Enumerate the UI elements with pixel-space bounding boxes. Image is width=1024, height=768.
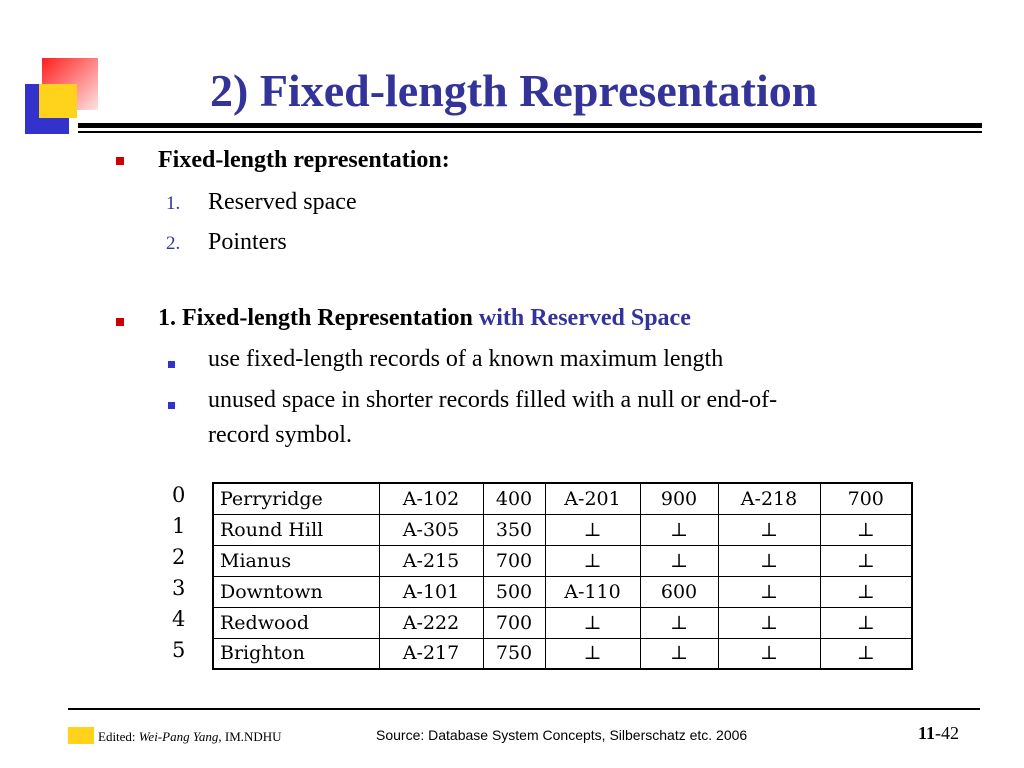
table-cell: 700 [483, 545, 545, 576]
table-cell: ⊥ [718, 545, 820, 576]
sub-bullet-text: use fixed-length records of a known maximum length [208, 346, 724, 372]
table-cell: ⊥ [820, 607, 912, 638]
slide-title: 2) Fixed-length Representation [210, 65, 818, 116]
footer-page: -42 [935, 723, 960, 743]
table-cell: ⊥ [820, 514, 912, 545]
bullet-square-icon [116, 157, 124, 165]
sub-bullet-square-icon [168, 361, 175, 368]
table-cell: A-222 [379, 607, 483, 638]
row-number: 4 [172, 607, 186, 631]
bullet-text [158, 304, 691, 333]
table-cell: ⊥ [820, 545, 912, 576]
sub-bullet-text-continued: record symbol. [208, 422, 352, 448]
table-cell: Perryridge [213, 483, 379, 514]
table-cell: Mianus [213, 545, 379, 576]
table-row [213, 545, 912, 576]
bullet-text-accent: with Reserved Space [478, 305, 691, 331]
table-cell: ⊥ [640, 545, 718, 576]
table-cell: 350 [483, 514, 545, 545]
list-item-text: Reserved space [208, 189, 357, 215]
table-cell: ⊥ [718, 607, 820, 638]
table-cell: ⊥ [640, 638, 718, 669]
table-cell: Redwood [213, 607, 379, 638]
logo-yellow-square [39, 84, 77, 118]
sub-bullet-square-icon [168, 402, 175, 409]
table-cell: ⊥ [640, 607, 718, 638]
sub-bullet-text: unused space in shorter records filled with a null or end-of- [208, 387, 778, 413]
table-cell: Downtown [213, 576, 379, 607]
table-row [213, 607, 912, 638]
table-cell: ⊥ [545, 545, 640, 576]
table-cell: ⊥ [545, 514, 640, 545]
footer-rule [68, 708, 980, 710]
list-item-text: Pointers [208, 229, 287, 255]
table-cell: A-110 [545, 576, 640, 607]
fixed-length-record-figure [172, 480, 944, 668]
table-cell: 600 [640, 576, 718, 607]
table-cell: A-201 [545, 483, 640, 514]
table-cell: Brighton [213, 638, 379, 669]
row-number: 3 [172, 576, 186, 600]
list-number: 1. [166, 193, 181, 214]
table-cell: Round Hill [213, 514, 379, 545]
footer-source: Source: Database System Concepts, Silberschatz etc. 2006 [376, 727, 748, 743]
footer-chapter: 11 [918, 723, 936, 743]
table-cell: A-218 [718, 483, 820, 514]
row-number: 2 [172, 545, 186, 569]
table-cell: ⊥ [545, 638, 640, 669]
table-row [213, 576, 912, 607]
table-cell: 900 [640, 483, 718, 514]
footer-edited-label: Edited: [98, 729, 139, 744]
bullet-text: Fixed-length representation: [158, 147, 450, 173]
footer-author: Wei-Pang Yang [138, 729, 219, 744]
table-cell: ⊥ [718, 514, 820, 545]
table-cell: A-215 [379, 545, 483, 576]
bullet-text-prefix: 1. Fixed-length Representation [158, 305, 479, 331]
title-rule-thick [78, 123, 982, 128]
table-cell: ⊥ [820, 576, 912, 607]
footer-yellow-square [68, 727, 94, 744]
table-row [213, 514, 912, 545]
row-number: 5 [172, 638, 186, 662]
footer-page-number [918, 723, 959, 744]
title-rule-thin [78, 131, 982, 133]
table-cell: 400 [483, 483, 545, 514]
table-cell: ⊥ [718, 576, 820, 607]
table-cell: 500 [483, 576, 545, 607]
row-number-column [172, 480, 208, 666]
table-cell: A-217 [379, 638, 483, 669]
table-cell: ⊥ [718, 638, 820, 669]
table-cell: 700 [483, 607, 545, 638]
footer-org: , IM.NDHU [218, 729, 282, 744]
table-row [213, 638, 912, 669]
row-number: 1 [172, 514, 186, 538]
bullet-square-icon [116, 318, 124, 326]
table-cell: 700 [820, 483, 912, 514]
table-cell: ⊥ [820, 638, 912, 669]
footer-credit [98, 729, 282, 745]
table-cell: ⊥ [545, 607, 640, 638]
table-cell: 750 [483, 638, 545, 669]
table-cell: A-102 [379, 483, 483, 514]
table-cell: A-305 [379, 514, 483, 545]
table-cell: ⊥ [640, 514, 718, 545]
table-cell: A-101 [379, 576, 483, 607]
record-table [212, 482, 913, 670]
table-row [213, 483, 912, 514]
list-number: 2. [166, 233, 181, 254]
row-number: 0 [172, 483, 186, 507]
